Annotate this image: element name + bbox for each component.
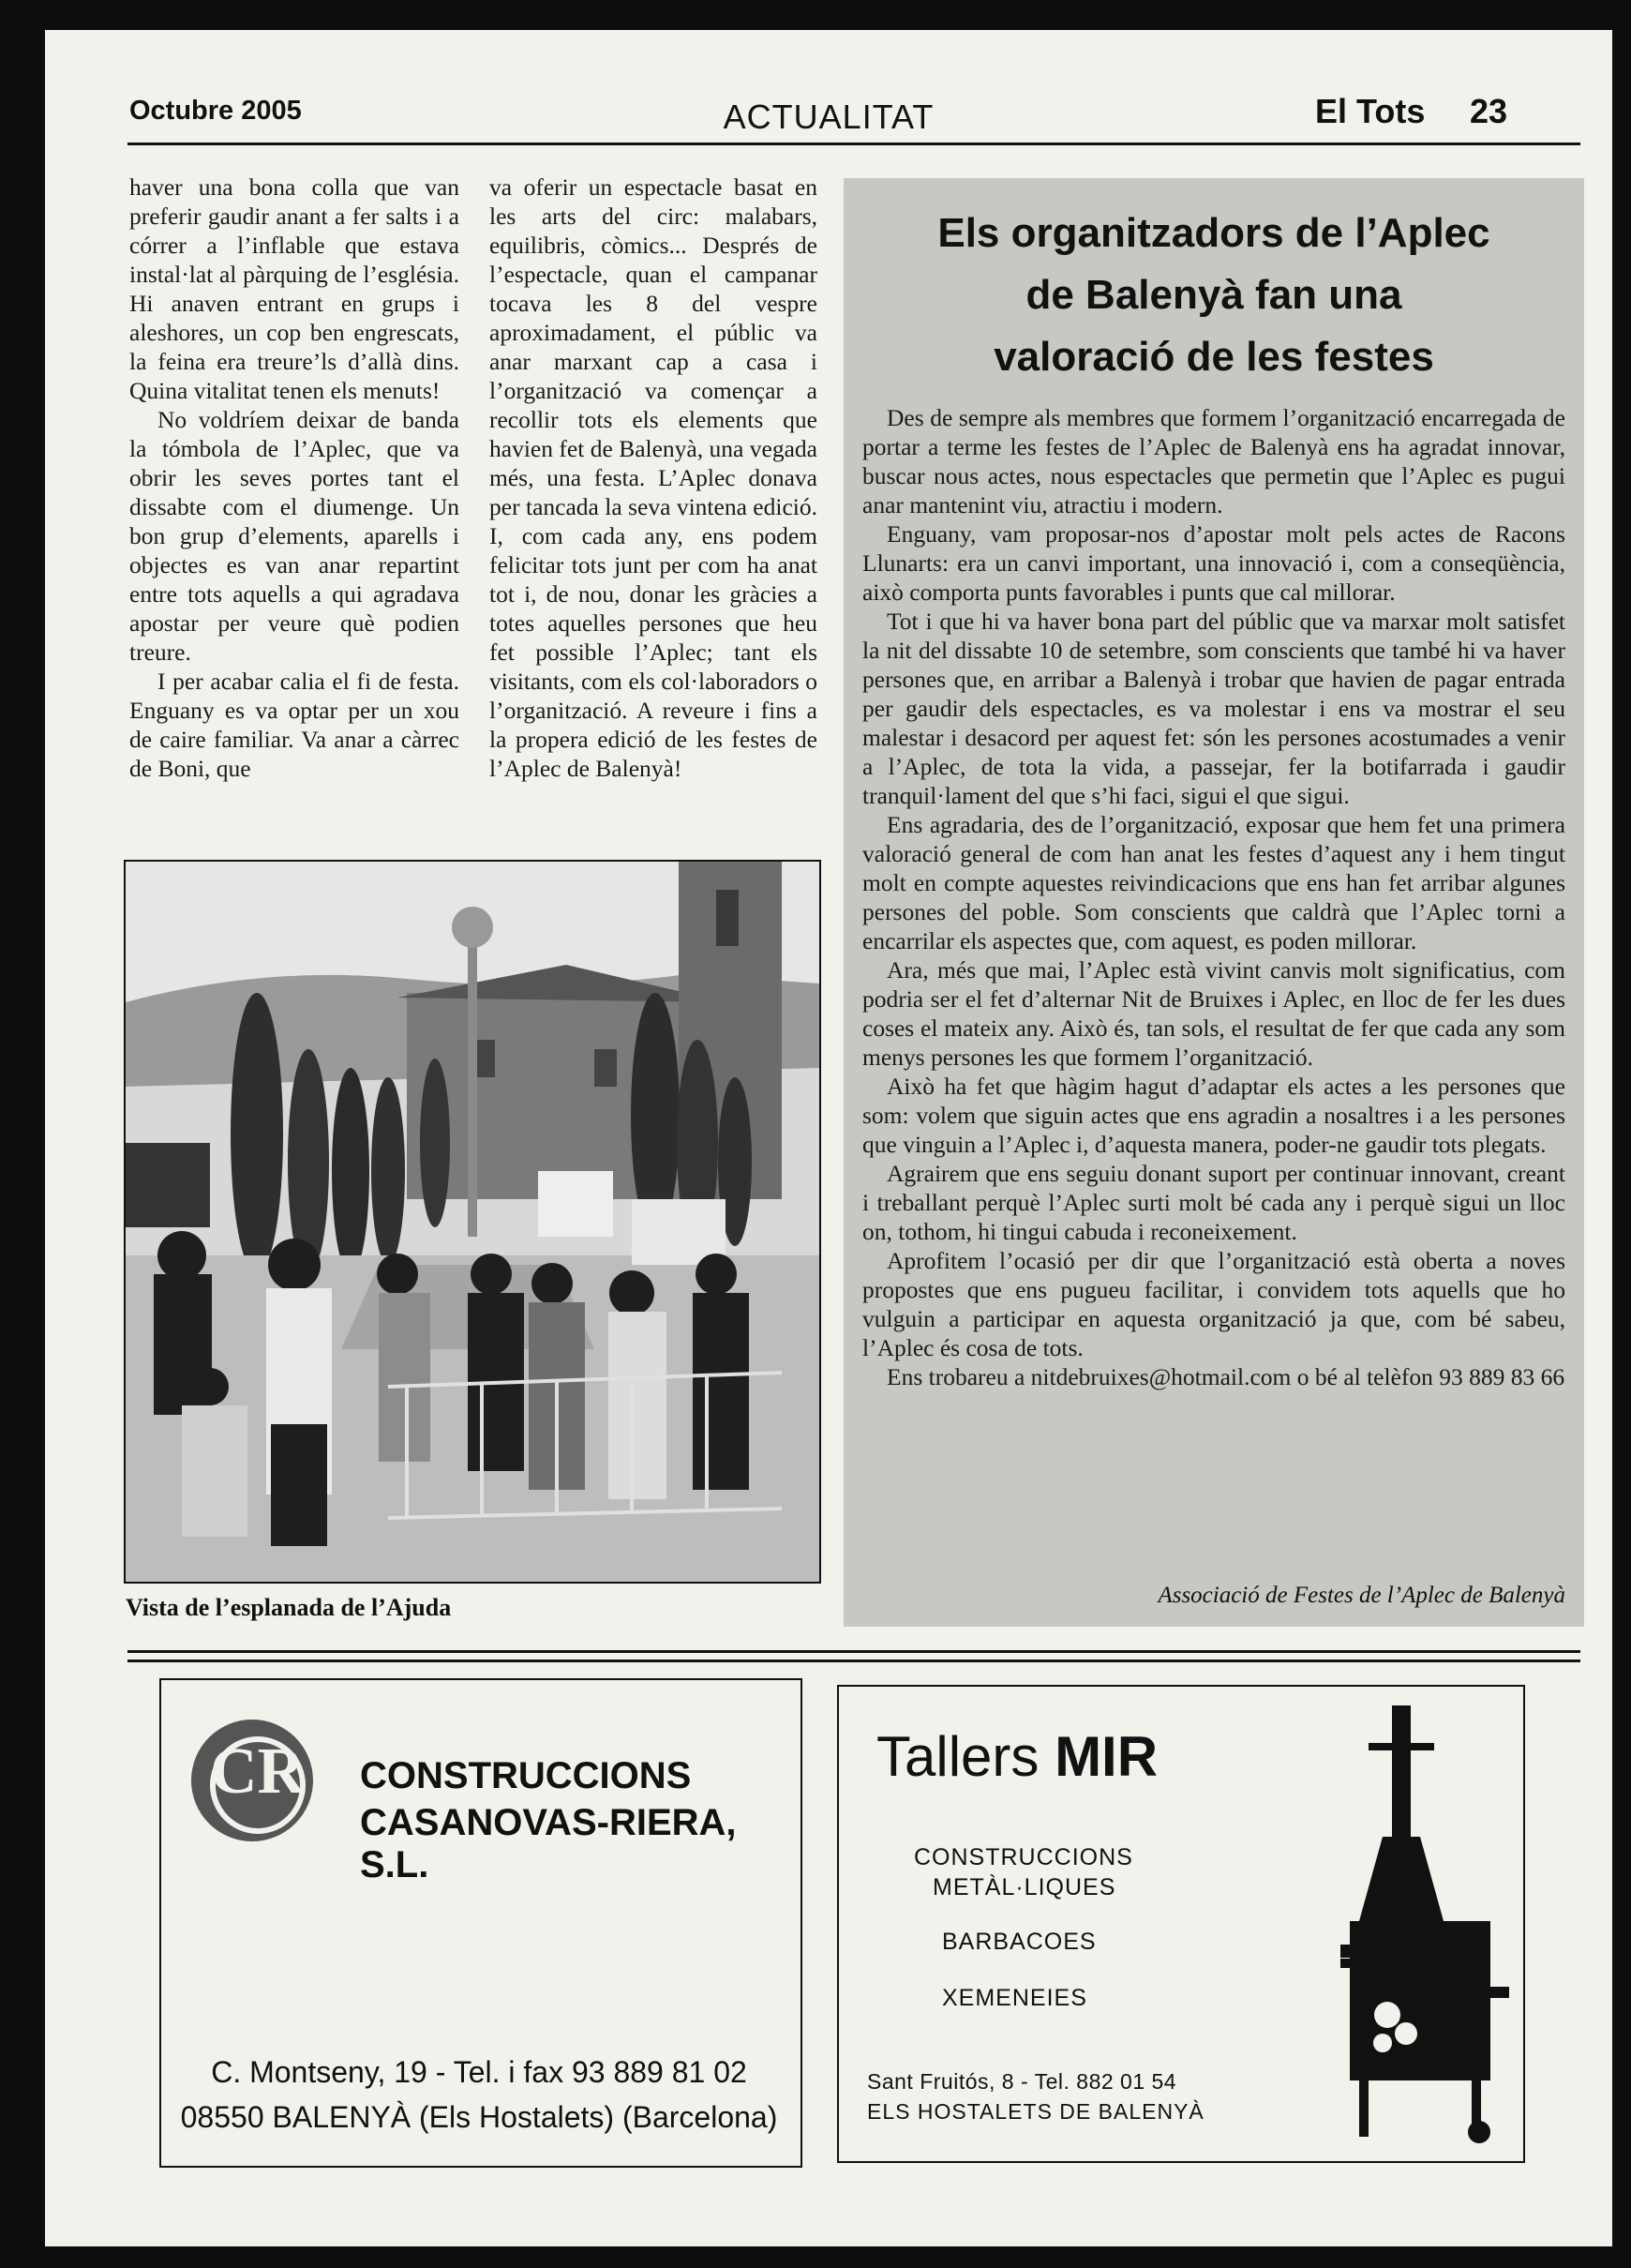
paragraph: Ens trobareu a nitdebruixes@hotmail.com o bé al telèfon 93 889 83 66 [887, 1363, 1565, 1390]
section-rule [127, 1650, 1580, 1653]
box-signature: Associació de Festes de l’Aplec de Balenyà [1158, 1583, 1565, 1608]
photo-caption: Vista de l’esplanada de l’Ajuda [126, 1594, 452, 1621]
paragraph: va oferir un espectacle basat en les arts del circ: malabars, equilibris, còmics... Després de l’espectacle, quan el campanar tocava les 8 del vespre aproximadament, el públic va anar marxant cap a casa i l’organització va començar a recollir tots els elements que havien fet de Balenyà, una vegada més, una festa. L’Aplec donava per tancada la seva vintena edició. I, com cada any, ens podem felicitar tots junt per com ha anat tot i, de nou, donar les gràcies a totes aquelles persones que heu fet possible l’Aplec; tant els visitants, com els col·laboradors o l’organització. A reveure i fins a la propera edició de les festes de l’Aplec de Balenyà! [489, 173, 817, 782]
sidebar-box [844, 178, 1584, 1627]
paragraph: haver una bona colla que van preferir gaudir anant a fer salts i a córrer a l’inflable que estava instal·lat al pàrquing de l’església. Hi anaven entrant en grups i aleshores, un cop ben engrescats, la feina era treure’ls d’allà dins. Quina vitalitat tenen els menuts! [129, 173, 459, 404]
page-number: 23 [1470, 92, 1508, 130]
brand-mir: MIR [1055, 1725, 1159, 1788]
article-column-left [129, 173, 459, 783]
box-body [862, 403, 1565, 1391]
company-name-line2: CASANOVAS-RIERA, S.L. [360, 1802, 737, 1885]
box-title-line: de Balenyà fan una [1025, 272, 1402, 318]
service-line: BARBACOES [942, 1929, 1097, 1955]
section-rule [127, 1660, 1580, 1662]
box-title [844, 203, 1584, 388]
paragraph: I per acabar calia el fi de festa. Enguany es va optar per un xou de caire familiar. Va anar a càrrec de Boni, que [129, 668, 459, 782]
paragraph: No voldríem deixar de banda la tómbola de l’Aplec, que va obrir les seves portes tant el dissabte com el diumenge. Un bon grup d’elements, aparells i objectes es van anar repartint entre tots aquells a qui agradava apostar per veure què podien treure. [129, 406, 459, 666]
paragraph: Tot i que hi va haver bona part del públic que va marxar molt satisfet la nit del dissabte 10 de setembre, som conscients que també hi va haver persones que, en arribar a Balenyà i trobar que havien de pagar entrada per gaudir dels espectacles, es va molestar i ens va mostrar el seu malestar i desacord per aquest fet: són les persones acostumades a venir a l’Aplec, de tota la vida, a passejar, fer la botifarrada i gaudir tranquil·lament del que s’hi faci, sigui el que sigui. [862, 608, 1565, 809]
newspaper-page [45, 30, 1612, 2246]
box-title-line: Els organitzadors de l’Aplec [937, 210, 1490, 256]
company-name-line1: CONSTRUCCIONS [360, 1755, 692, 1796]
header-rule [127, 143, 1580, 145]
article-column-middle [489, 173, 817, 783]
shop-address-line2: ELS HOSTALETS DE BALENYÀ [867, 2099, 1205, 2124]
esplanade-photo [124, 860, 821, 1584]
shop-address-line1: Sant Fruitós, 8 - Tel. 882 01 54 [867, 2069, 1177, 2094]
section-title: ACTUALITAT [723, 98, 935, 136]
brand-name [876, 1724, 1158, 1789]
paragraph: Això ha fet que hàgim hagut d’adaptar els actes a les persones que som: volem que siguin actes que ens agradin a nosaltres i a les persones que vinguin a l’Aplec i, d’aquesta manera, poder-ne gaudir tots plegats. [862, 1073, 1565, 1158]
box-title-line: valoració de les festes [994, 334, 1434, 380]
ad-tallers-mir [837, 1685, 1525, 2163]
photo-illustration [126, 862, 819, 1582]
company-address-line1: C. Montseny, 19 - Tel. i fax 93 889 81 02 [211, 2055, 747, 2089]
paragraph: Ens agradaria, des de l’organització, exposar que hem fet una primera valoració general de com han anat les festes d’aquest any i hem tingut molt en compte aquestes reivindicacions que ens han fet arribar algunes persones del poble. Som conscients que caldrà que l’Aplec torni a encarrilar els aspectes que, com aquest, es poden millorar. [862, 811, 1565, 954]
service-line: XEMENEIES [942, 1985, 1087, 2011]
brand-prefix: Tallers [876, 1725, 1040, 1788]
magazine-name: El Tots [1315, 92, 1426, 130]
service-line: METÀL·LIQUES [933, 1874, 1116, 1900]
paragraph: Des de sempre als membres que formem l’organització encarregada de portar a terme les festes de l’Aplec de Balenyà ens ha agradat innovar, buscar nous actes, nous espectacles que permetin que l’Aplec es pugui anar mantenint viu, atractiu i modern. [862, 404, 1565, 518]
company-address-line2: 08550 BALENYÀ (Els Hostalets) (Barcelona) [180, 2100, 778, 2134]
paragraph: Aprofitem l’ocasió per dir que l’organització està oberta a noves propostes que ens pugueu facilitar, i convidem tots aquells que ho vulguin a participar en aquesta organització ja que, com bé sabeu, l’Aplec és cosa de tots. [862, 1247, 1565, 1361]
ad-casanovas-riera [159, 1678, 802, 2168]
paragraph: Enguany, vam proposar-nos d’apostar molt pels actes de Racons Llunarts: era un canvi important, una innovació i, com a conseqüència, això comporta punts favorables i punts que cal millorar. [862, 520, 1565, 606]
issue-date: Octubre 2005 [129, 96, 302, 126]
service-line: CONSTRUCCIONS [914, 1844, 1133, 1870]
paragraph: Agrairem que ens seguiu donant suport per continuar innovant, creant i treballant perquè l’Aplec surti molt bé cada any i perquè sigui un lloc on, tothom, hi tingui cabuda i reconeixement. [862, 1160, 1565, 1245]
barbecue-icon [1340, 1705, 1509, 2146]
paragraph: Ara, més que mai, l’Aplec està vivint canvis molt significatius, com podria ser el fet d’alternar Nit de Bruixes i Aplec, en lloc de fer les dues coses el mateix any. Això és, tan sols, el resultat de fer que cada any som menys persones les que formem l’organització. [862, 956, 1565, 1071]
company-logo-letters: CR [210, 1735, 306, 1808]
